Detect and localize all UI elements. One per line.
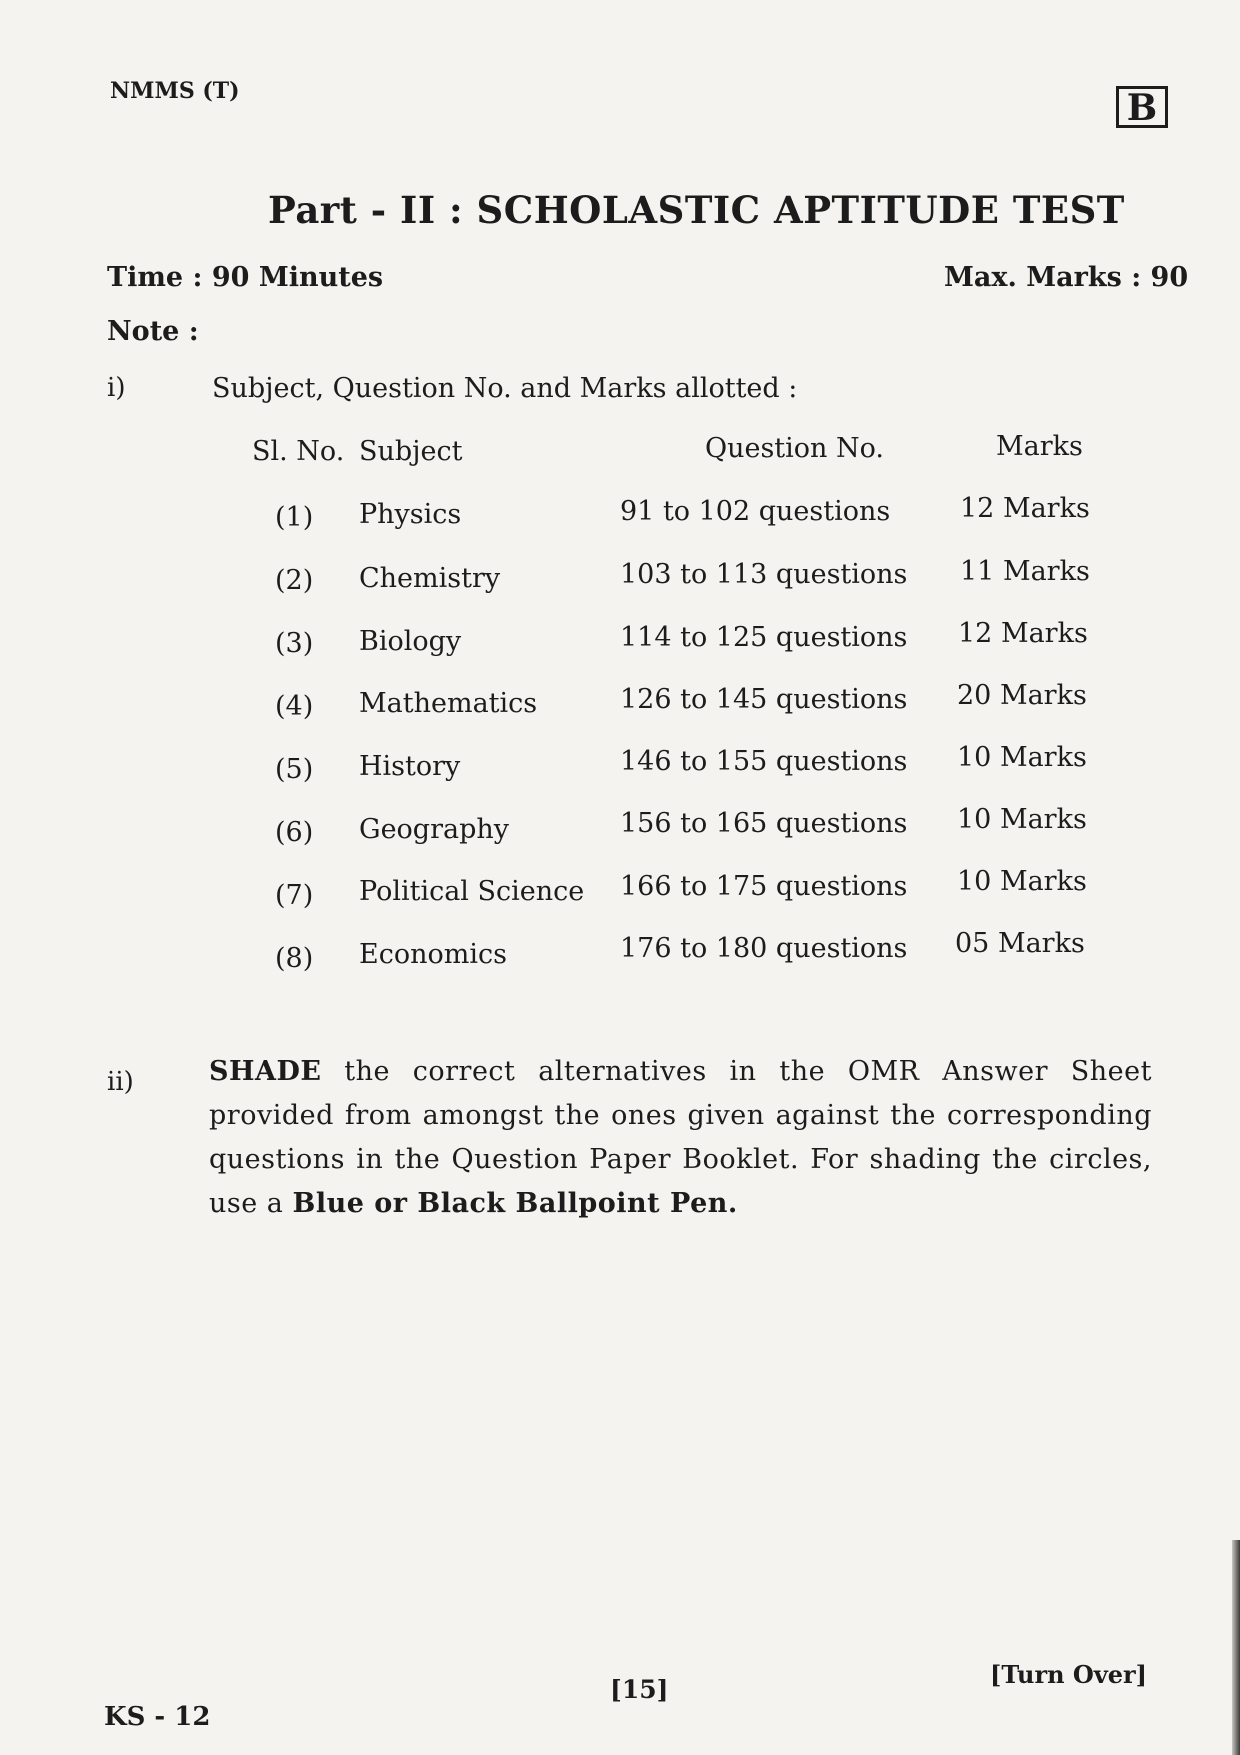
page-title: Part - II : SCHOLASTIC APTITUDE TEST bbox=[268, 188, 1125, 232]
row-subject: Physics bbox=[359, 499, 462, 530]
row-sl-no: (5) bbox=[275, 754, 314, 785]
row-marks: 05 Marks bbox=[955, 928, 1085, 959]
scan-shadow-edge bbox=[1232, 1540, 1240, 1755]
row-subject: Biology bbox=[359, 626, 462, 657]
row-question-range: 146 to 155 questions bbox=[620, 746, 908, 777]
note-1-number: i) bbox=[107, 373, 126, 403]
note-2-number: ii) bbox=[107, 1067, 134, 1097]
row-sl-no: (1) bbox=[275, 502, 314, 533]
note-2-paragraph bbox=[209, 1050, 1152, 1226]
row-sl-no: (3) bbox=[275, 628, 314, 659]
row-marks: 10 Marks bbox=[957, 804, 1087, 835]
table-header-sl-no: Sl. No. bbox=[252, 436, 345, 467]
row-question-range: 103 to 113 questions bbox=[620, 559, 908, 590]
row-subject: Mathematics bbox=[359, 688, 538, 719]
row-question-range: 91 to 102 questions bbox=[620, 496, 891, 527]
row-marks: 20 Marks bbox=[957, 680, 1087, 711]
note-heading: Note : bbox=[107, 316, 199, 347]
page-number: [15] bbox=[610, 1675, 669, 1704]
turn-over-label: [Turn Over] bbox=[990, 1660, 1148, 1689]
time-allotted: Time : 90 Minutes bbox=[107, 262, 384, 293]
paper-code: KS - 12 bbox=[104, 1702, 211, 1732]
row-question-range: 176 to 180 questions bbox=[620, 933, 908, 964]
booklet-series-badge: B bbox=[1116, 86, 1168, 128]
table-header-marks: Marks bbox=[996, 431, 1083, 462]
row-question-range: 156 to 165 questions bbox=[620, 808, 908, 839]
max-marks: Max. Marks : 90 bbox=[944, 262, 1189, 293]
row-subject: Geography bbox=[359, 814, 510, 845]
row-sl-no: (4) bbox=[275, 691, 314, 722]
table-header-question-no: Question No. bbox=[704, 433, 884, 464]
note-1-text: Subject, Question No. and Marks allotted : bbox=[212, 373, 798, 404]
row-sl-no: (6) bbox=[275, 817, 314, 848]
row-subject: History bbox=[359, 751, 461, 782]
row-marks: 10 Marks bbox=[957, 742, 1087, 773]
row-sl-no: (2) bbox=[275, 565, 314, 596]
note-2-shade-word: SHADE bbox=[209, 1056, 322, 1087]
row-sl-no: (7) bbox=[275, 880, 314, 911]
row-question-range: 126 to 145 questions bbox=[620, 684, 908, 715]
row-marks: 11 Marks bbox=[960, 556, 1090, 587]
note-2-text: the correct alternatives in the OMR Answer Sheet provided from amongst the ones given against the corresponding questions in the Question Paper Booklet. For shading the circles, use a bbox=[209, 1056, 1152, 1219]
row-marks: 12 Marks bbox=[958, 618, 1088, 649]
row-marks: 10 Marks bbox=[957, 866, 1087, 897]
row-subject: Political Science bbox=[359, 876, 585, 907]
table-header-subject: Subject bbox=[359, 436, 463, 467]
note-2-pen-instruction: Blue or Black Ballpoint Pen. bbox=[292, 1188, 738, 1219]
row-sl-no: (8) bbox=[275, 943, 314, 974]
row-subject: Chemistry bbox=[359, 563, 501, 594]
row-marks: 12 Marks bbox=[960, 493, 1090, 524]
row-question-range: 166 to 175 questions bbox=[620, 871, 908, 902]
row-question-range: 114 to 125 questions bbox=[620, 622, 908, 653]
exam-code: NMMS (T) bbox=[110, 78, 240, 104]
row-subject: Economics bbox=[359, 939, 507, 970]
